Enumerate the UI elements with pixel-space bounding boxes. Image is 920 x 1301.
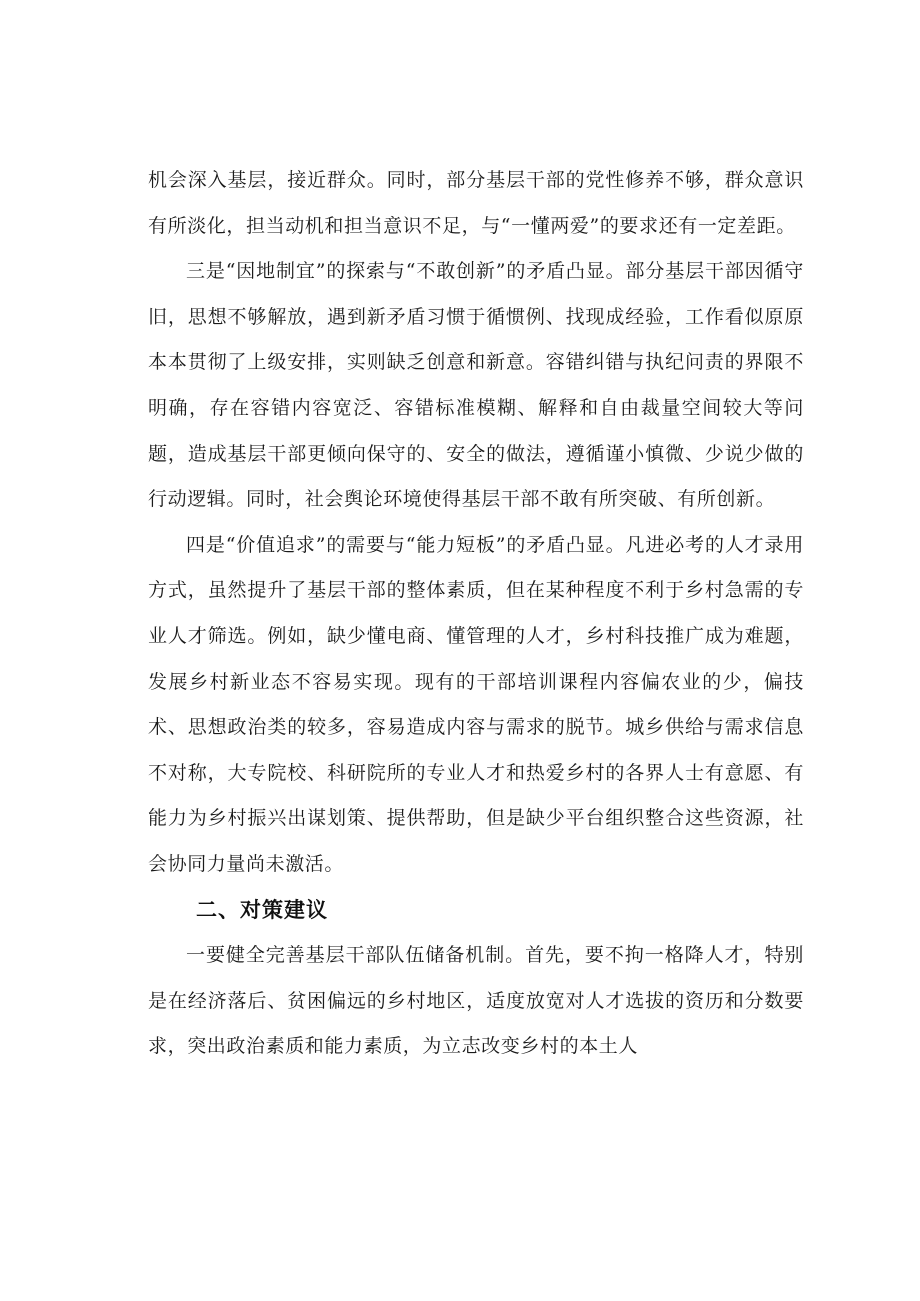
- section-heading: 二、对策建议: [196, 897, 328, 922]
- paragraph-point-three: 三是“因地制宜”的探索与“不敢创新”的矛盾凸显。部分基层干部因循守旧，思想不够解放，遇到新矛盾习惯于循惯例、找现成经验，工作看似原原本本贯彻了上级安排，实则缺乏创意和新意。容错纠错与执纪问责的界限不明确，存在容错内容宽泛、容错标准模糊、解释和自由裁量空间较大等问题，造成基层干部更倾向保守的、安全的做法，遵循谨小慎微、少说少做的行动逻辑。同时，社会舆论环境使得基层干部不敢有所突破、有所创新。: [148, 260, 804, 511]
- paragraph-continuation: 机会深入基层，接近群众。同时，部分基层干部的党性修养不够，群众意识有所淡化，担当动机和担当意识不足，与“一懂两爱”的要求还有一定差距。: [148, 169, 804, 237]
- paragraph-recommendation-one: 一要健全完善基层干部队伍储备机制。首先，要不拘一格降人才，特别是在经济落后、贫困偏远的乡村地区，适度放宽对人才选拔的资历和分数要求，突出政治素质和能力素质，为立志改变乡村的本土人: [148, 944, 804, 1058]
- paragraph-point-four: 四是“价值追求”的需要与“能力短板”的矛盾凸显。凡进必考的人才录用方式，虽然提升了基层干部的整体素质，但在某种程度不利于乡村急需的专业人才筛选。例如，缺少懂电商、懂管理的人才，乡村科技推广成为难题，发展乡村新业态不容易实现。现有的干部培训课程内容偏农业的少，偏技术、思想政治类的较多，容易造成内容与需求的脱节。城乡供给与需求信息不对称，大专院校、科研院所的专业人才和热爱乡村的各界人士有意愿、有能力为乡村振兴出谋划策、提供帮助，但是缺少平台组织整合这些资源，社会协同力量尚未激活。: [148, 533, 804, 875]
- document-body: [148, 158, 804, 1070]
